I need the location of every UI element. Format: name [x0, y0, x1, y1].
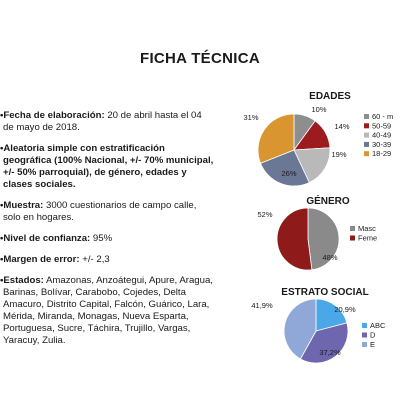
pie-data-label-2-0: 20,9% — [334, 305, 356, 314]
error-label: • Margen de error: — [0, 254, 80, 265]
muestra-value: 3000 cuestionarios de campo calle, solo en hogares. — [3, 200, 197, 223]
pie-data-label-0-4: 31% — [243, 113, 259, 122]
estados-value: Amazonas, Anzoátegui, Apure, Aragua, Barinas, Bolívar, Carabobo, Cojedes, Delta Amacuro, Distrito Capital, Falcón, Guárico, Lara, Mérida, Miranda, Monagas, Nueva Esparta, Portuguesa, Sucre, Táchira, Trujillo, Vargas, Yaracuy, Zulia. — [3, 275, 213, 346]
legend-swatch-0-2 — [364, 133, 369, 138]
legend-swatch-2-1 — [362, 333, 367, 338]
legend-swatch-2-2 — [362, 342, 367, 347]
pie-data-label-0-3: 26% — [281, 169, 297, 178]
legend-label-0-1: 50-59 — [372, 121, 392, 131]
legend-swatch-1-1 — [350, 236, 355, 241]
estados-label: • Estados: — [0, 275, 44, 286]
pie-data-label-2-2: 41,9% — [251, 301, 273, 310]
pie-data-label-2-1: 37,2% — [319, 348, 341, 357]
pie-data-label-0-2: 19% — [331, 150, 347, 159]
legend-label-0-4: 18-29 — [372, 149, 392, 159]
legend-label-0-0: 60 - m — [372, 112, 394, 121]
confianza-label: • Nivel de confianza: — [0, 233, 90, 244]
muestra-label: • Muestra: — [0, 200, 43, 211]
error-value: +/- 2,3 — [79, 254, 110, 265]
legend-swatch-0-3 — [364, 142, 369, 147]
genero-chart-title: GÉNERO — [306, 196, 350, 207]
legend-swatch-0-1 — [364, 123, 369, 128]
legend-label-0-2: 40-49 — [372, 130, 392, 140]
pie-data-label-1-1: 52% — [257, 210, 273, 219]
edades-chart-title: EDADES — [309, 91, 351, 102]
pie-data-label-1-0: 48% — [322, 253, 338, 262]
pie-data-label-0-0: 10% — [311, 105, 327, 114]
legend-label-1-0: Masc — [358, 224, 376, 233]
legend-swatch-0-4 — [364, 151, 369, 156]
legend-label-2-1: D — [370, 330, 376, 340]
pie-slice-1-1 — [277, 208, 312, 270]
legend-swatch-1-0 — [350, 226, 355, 231]
muestreo-text: • Aleatoria simple con estratificación geográfica (100% Nacional, +/- 70% municipal, +/- 50% parroquial), de género, edades y clases sociales. — [0, 143, 213, 190]
confianza-value: 95% — [90, 233, 113, 244]
page-title: FICHA TÉCNICA — [139, 50, 260, 67]
pie-data-label-0-1: 14% — [334, 122, 350, 131]
fecha-value: 20 de abril hasta el 04 de mayo de 2018. — [3, 110, 202, 133]
legend-swatch-2-0 — [362, 323, 367, 328]
legend-label-2-0: ABC — [370, 321, 386, 330]
legend-label-2-2: E — [370, 340, 376, 349]
estrato-chart-title: ESTRATO SOCIAL — [281, 287, 369, 298]
fecha-label: • Fecha de elaboración: — [0, 110, 105, 121]
legend-swatch-0-0 — [364, 114, 369, 119]
legend-label-0-3: 30-39 — [372, 139, 392, 149]
legend-label-1-1: Feme — [358, 233, 378, 243]
